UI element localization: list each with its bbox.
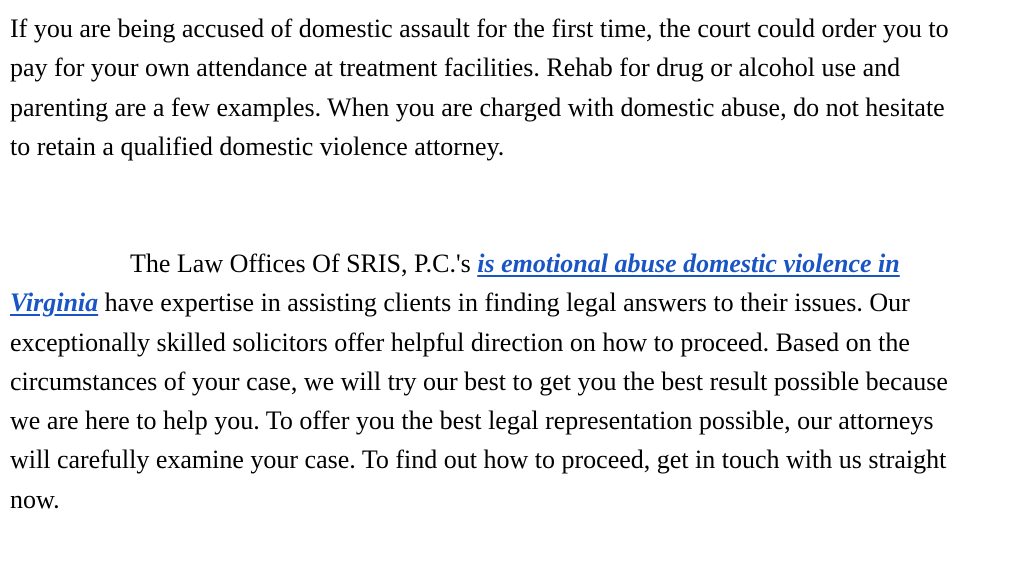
text-line: parenting are a few examples. When you are charged with domestic abuse, do not hesitate: [10, 92, 945, 122]
paragraph-first-offense: [10, 9, 1024, 166]
keyword-link-part2[interactable]: Virginia: [10, 288, 99, 318]
text-line: to retain a qualified domestic violence attorney.: [10, 131, 505, 161]
text-line: [10, 283, 1024, 322]
text-line: we are here to help you. To offer you the best legal representation possible, our attorneys: [10, 406, 934, 436]
text-line: If you are being accused of domestic assault for the first time, the court could order you to: [10, 14, 949, 43]
keyword-link-part1[interactable]: is emotional abuse domestic violence in: [477, 249, 900, 278]
lead-text: The Law Offices Of SRIS, P.C.'s: [130, 249, 478, 278]
paragraph-law-offices: [10, 244, 1024, 519]
text-line: circumstances of your case, we will try our best to get you the best result possible because: [10, 366, 948, 396]
text-line: now.: [10, 484, 60, 514]
text-line: [10, 244, 1024, 283]
text-line: exceptionally skilled solicitors offer helpful direction on how to proceed. Based on the: [10, 327, 910, 357]
text-line: will carefully examine your case. To find out how to proceed, get in touch with us straight: [10, 445, 947, 475]
after-link-text: have expertise in assisting clients in finding legal answers to their issues. Our: [98, 288, 910, 318]
text-line: pay for your own attendance at treatment facilities. Rehab for drug or alcohol use and: [10, 53, 901, 83]
